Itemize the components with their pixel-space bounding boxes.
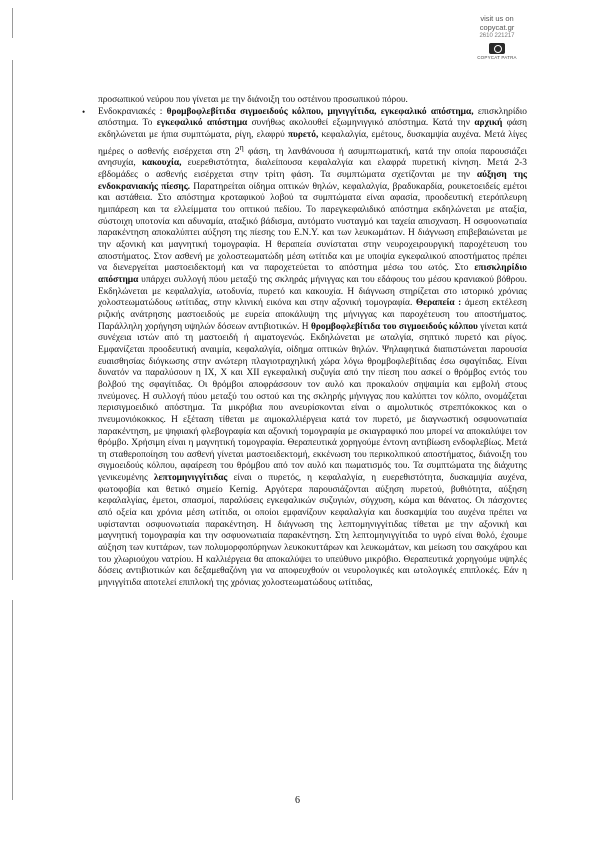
page-number: 6 <box>295 795 300 806</box>
bold-complications: θρομβοφλεβίτιδα σιγμοειδούς κόλπου, μηνιγγίτιδα, εγκεφαλικό απόστημα, <box>166 106 474 117</box>
stamp-logo-text: COPYCAT PATRA <box>477 55 517 60</box>
bold-therapy: Θεραπεία : <box>415 298 462 309</box>
bold-sigmoid: θρομβοφλεβίτιδα του σιγμοειδούς κόλπου <box>311 321 478 332</box>
intro-line: προσωπικού νεύρου που γίνεται με την διάνοιξη του οστέινου προσωπικού πόρου. <box>98 95 408 105</box>
bold-leptomeningitis: λεπτομηνιγγίτιδας <box>153 473 228 484</box>
scan-edge-line-top <box>12 8 13 38</box>
stamp-phone: 2610 221217 <box>479 33 515 39</box>
bullet-lead: Ενδοκρανιακές : <box>98 106 167 117</box>
scan-edge-line-middle <box>12 60 13 580</box>
copycat-logo-icon <box>489 43 505 54</box>
stamp-line-2: copycat.gr <box>479 23 515 32</box>
scan-edge-line-bottom <box>12 600 13 800</box>
bold-fever: πυρετό, <box>287 129 319 140</box>
bold-malaise: κακουχία, <box>141 158 182 169</box>
bullet-paragraph-intracranial: • Ενδοκρανιακές : θρομβοφλεβίτιδα σιγμοειδούς κόλπου, μηνιγγίτιδα, εγκεφαλικό απόστημα, επισκληρίδιο απόστημα. Το εγκεφαλικό απόστημα συνήθως ακολουθεί εξωμηνιγγικό απόστημα. Κατά την αρχική φάση εκδηλώνεται με ήπια συμπτώματα, ρίγη, ελαφρύ πυρετό, κεφαλαλγία, εμέτους, δυσκαμψία αυχένα. Μετά λίγες ημέρες ο ασθενής εισέρχεται στη $2^\eta$ φάση, τη λανθάνουσα ή ασυμπτωματική, κατά την οποία παρουσιάζει ανησυχία, κακουχία, ευερεθιστότητα, διαλείπουσα κεφαλαλγία και ελαφρά πυρετική κίνηση. Μετά 2-3 εβδομάδες ο ασθενής εισέρχεται στην τρίτη φάση. Τα συμπτώματα σχετίζονται με την αύξηση της ενδοκρανιακής πίεσης. Παρατηρείται οίδημα οπτικών θηλών, κεφαλαλγία, βραδυκαρδία, ρουκετοειδείς εμέτοι και αστάθεια. Στο απόστημα κροταφικού λοβού τα συμπτώματα είναι αφασία, προοδευτική ετερόπλευρη ημιπάρεση και τα ελλείμματα του οπτικού πεδίου. Το παρεγκεφαλιδικό απόστημα εκδηλώνεται με αταξία, σύστοιχη υποτονία και αδυναμία, αταξικό βάδισμα, αυτόματο νυσταγμό και ταχεία απισχναση. Η οσφυονωτιαία παρακέντηση αποκαλύπτει αύξηση της πίεσης του Ε.Ν.Υ. και των λευκωμάτων. Η διάγνωση επιβεβαιώνεται με την αξονική και μαγνητική τομογραφία. Η θεραπεία συνίσταται στην νευροχειρουργική παροχέτευση του αποστήματος. Στον ασθενή με χολοστεωματώδη μέση ωτίτιδα και με υποψία εγκεφαλικού αποστήματος πρέπει να διενεργείται μαστοειδεκτομή και να παροχετεύεται το απόστημα μέσω του ωτός. Στο επισκληρίδιο απόστημα υπάρχει συλλογή πύου μεταξύ της σκληράς μήνιγγας και του εδάφους του μέσου κρανιακού βόθρου. Εκδηλώνεται με κεφαλαλγία, ωτοδυνία, πυρετό και κακουχία. Η διάγνωση στηρίζεται στο ιστορικό χρόνιας χολοστεωματώδους ωτίτιδας, στην κλινική εικόνα και στην αξονική τομογραφία. Θεραπεία : άμεση εκτέλεση ριζικής ανάτρησης μαστοειδούς με ευρεία αποκάλυψη της μήνιγγας και παροχέτευση του αποστήματος. Παράλληλη χορήγηση υψηλών δόσεων αντιβιοτικών. Η θρομβοφλεβίτιδα του σιγμοειδούς κόλπου γίνεται κατά συνέχεια ιστών από τη μαστοειδή ή αιματογενώς. Εκδηλώνεται με ωταλγία, σηπτικό πυρετό και ρίγος. Εμφανίζεται προοδευτική αναιμία, κεφαλαλγία, οίδημα οπτικών θηλών. Ψηλαφητικά διαπιστώνεται παρουσία ευαισθησίας διόγκωσης στην ανώτερη πλαγιοτραχηλική χώρα λόγω θρομβοφλεβίτιδας έσω σφαγίτιδας. Είναι δυνατόν να παραλύσουν η ΙΧ, Χ και ΧΙΙ εγκεφαλική συζυγία από την πίεση που ασκεί ο θρόμβος εντός του βολβού της σφαγίτιδας. Οι θρόμβοι αποφράσσουν τον αυλό και προκαλούν σηψαιμία και εμβολή στους πνεύμονες. Η συλλογή πύου μεταξύ του οστού και της σκληρής μήνιγγας που καλύπτει τον κόλπο, ονομάζεται περισιγμοειδικό απόστημα. Τα μικρόβια που ανευρίσκονται είναι ο αιμολυτικός στρεπτόκοκκος και ο πνευμονιόκοκκος. Η εξέταση τίθεται με αιμοκαλλιέργεια κατά τον πυρετό, με διαγνωστική οσφυονωτιαία παρακέντηση, με ψηφιακή φλεβογραφία και αξονική τομογραφία με σκιαγραφικό που μπορεί να αποκαλύψει τον θρόμβο. Χρήσιμη είναι η μαγνητική τομογραφία. Θεραπευτικά χορηγούμε έντονη αντιβίωση ενδοφλεβίως. Μετά τη σταθεροποίηση του ασθενή γίνεται μαστοειδεκτομή, εκκένωση του περικολπικού αποστήματος, διάνοιξη του σιγμοειδούς κόλπου, αφαίρεση του θρόμβου από τον αυλό και πωματισμός του. Τα συμπτώματα της διάχυτης γενικευμένης λεπτομηνιγγίτιδας είναι ο πυρετός, η κεφαλαλγία, η ευερεθιστότητα, δυσκαμψία αυχένα, φωτοφοβία και θετικό σημείο Kernig. Αργότερα παρουσιάζονται αύξηση πυρετού, βυθιότητα, αύξηση κεφαλαλγίας, έμετοι, σπασμοί, παραλύσεις εγκεφαλικών συζυγιών, σύγχυση, κώμα και θάνατος. Οι πάσχοντες από οξεία και χρόνια μέση ωτίτιδα, οι οποίοι εμφανίζουν κεφαλαλγία και δυσκαμψία του αυχένα πρέπει να υφίστανται οσφυονωτιαία παρακέντηση. Η διάγνωση της λεπτομηνιγγίτιδας τίθεται με την αξονική και μαγνητική τομογραφία και την οσφυονωτιαία παρακέντηση. Στη λεπτομηνιγγίτιδα το υγρό είναι θολό, έχουμε αύξηση των κυττάρων, των πολυμορφοπύρηνων λευκοκυττάρων και λευκωμάτων, και μείωση του σακχάρου και του χλωριούχου νατρίου. Η καλλιέργεια θα αποκαλύψει το υπεύθυνο μικρόβιο. Θεραπευτικά χορηγούμε υψηλές δόσεις αντιβιοτικών και δεξαμεθαζόνη για να αποφευχθούν οι νευρολογικές και ωτολογικές επιπλοκές. Εάν η μηνιγγίτιδα αποτελεί επιπλοκή της χρόνιας χολοστεωματώδους ωτίτιδας, <box>82 106 528 589</box>
bold-initial: αρχική <box>474 118 503 129</box>
copycat-stamp <box>457 14 537 61</box>
page-body <box>80 95 527 590</box>
bullet-dot-icon: • <box>82 106 86 117</box>
bold-brain-abscess: εγκεφαλικό απόστημα <box>156 118 248 129</box>
stamp-line-1: visit us on <box>480 14 514 23</box>
bold-pressure: αύξηση της ενδοκρανιακής πίεσης. <box>98 170 527 192</box>
bold-epidural: επισκληρίδιο απόστημα <box>98 263 527 285</box>
